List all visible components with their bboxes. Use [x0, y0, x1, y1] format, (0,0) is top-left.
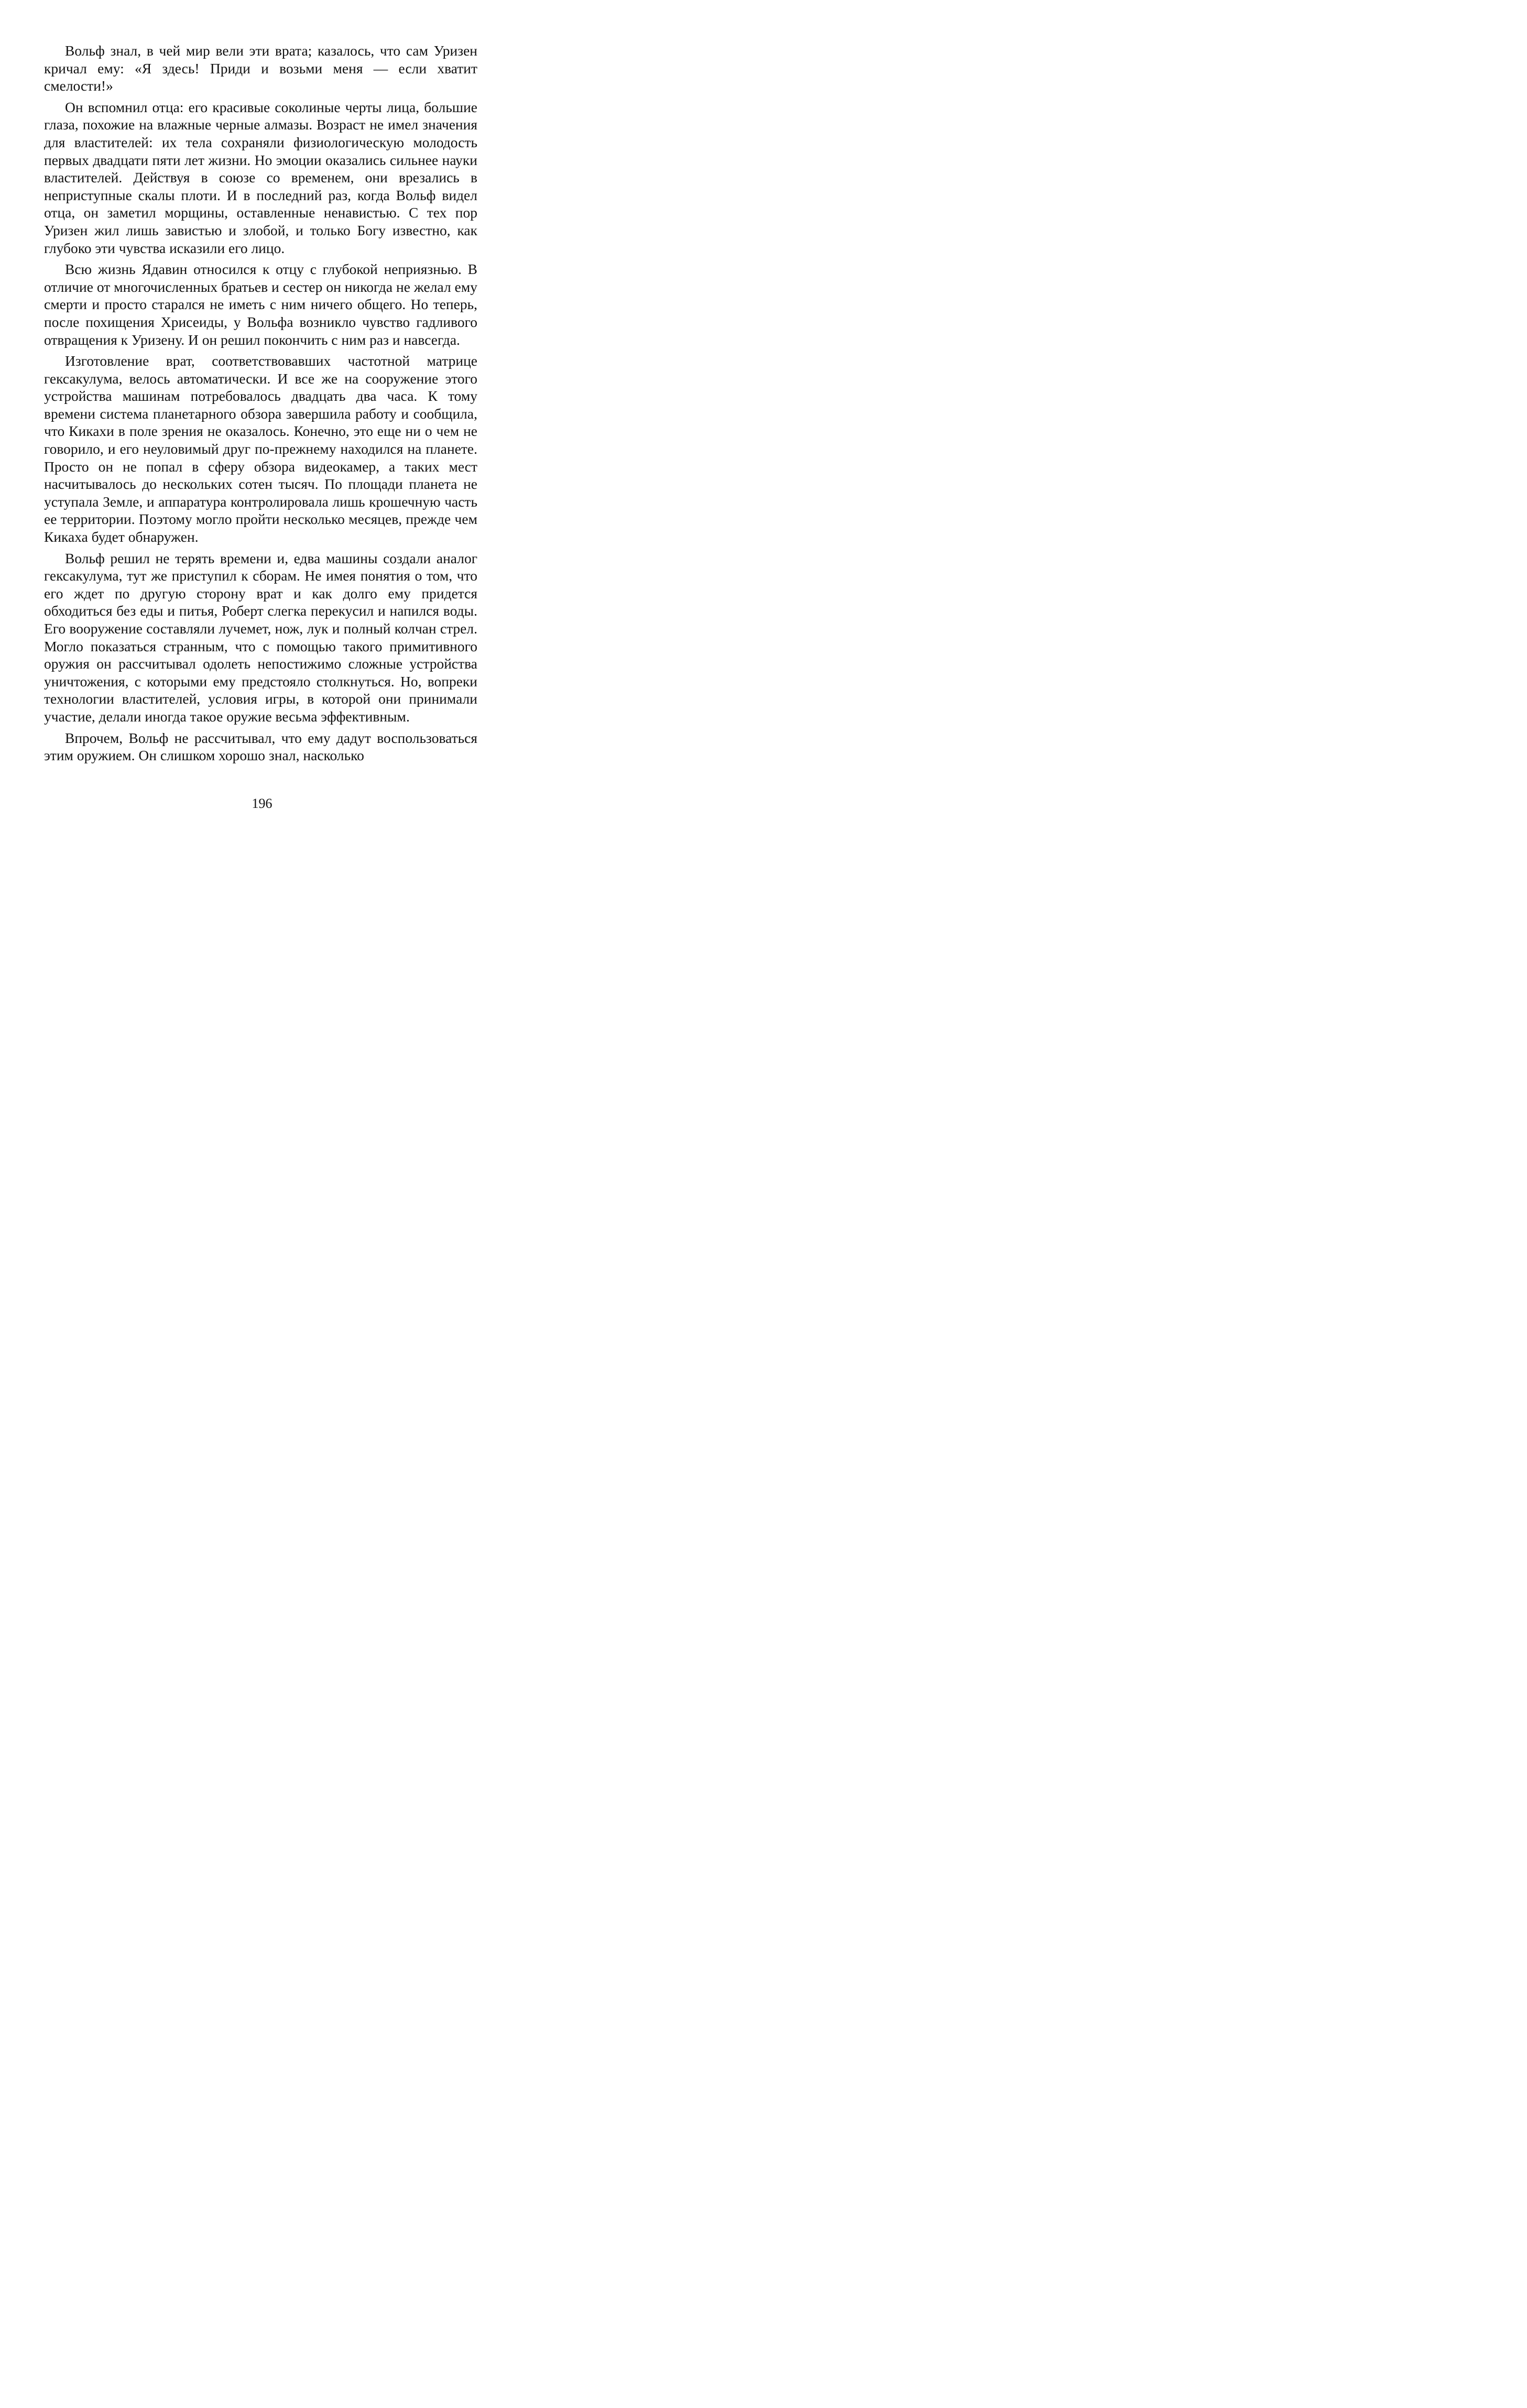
paragraph-6: Впрочем, Вольф не рассчитывал, что ему дадут воспользоваться этим оружием. Он слишком хорошо знал, насколько	[44, 729, 477, 764]
body-text	[44, 42, 477, 768]
page-number: 196	[252, 796, 272, 811]
book-page	[0, 0, 524, 826]
paragraph-5: Вольф решил не терять времени и, едва машины создали аналог гексакулума, тут же приступил к сборам. Не имея понятия о том, что его ждет по другую сторону врат и как долго ему придется обходиться без еды и питья, Роберт слегка перекусил и напился воды. Его вооружение составляли лучемет, нож, лук и полный колчан стрел. Могло показаться странным, что с помощью такого примитивного оружия он рассчитывал одолеть непостижимо сложные устройства уничтожения, с которыми ему предстояло столкнуться. Но, вопреки технологии властителей, условия игры, в которой они принимали участие, делали иногда такое оружие весьма эффективным.	[44, 550, 477, 725]
paragraph-1: Вольф знал, в чей мир вели эти врата; казалось, что сам Уризен кричал ему: «Я здесь! Приди и возьми меня — если хватит смелости!»	[44, 42, 477, 94]
paragraph-4: Изготовление врат, соответствовавших частотной матрице гексакулума, велось автоматически. И все же на сооружение этого устройства машинам потребовалось двадцать два часа. К тому времени система планетарного обзора завершила работу и сообщила, что Кикахи в поле зрения не оказалось. Конечно, это еще ни о чем не говорило, и его неуловимый друг по-прежнему находился на планете. Просто он не попал в сферу обзора видеокамер, а таких мест насчитывалось до нескольких сотен тысяч. По площади планета не уступала Земле, и аппаратура контролировала лишь крошечную часть ее территории. Поэтому могло пройти несколько месяцев, прежде чем Кикаха будет обнаружен.	[44, 353, 477, 545]
paragraph-3: Всю жизнь Ядавин относился к отцу с глубокой неприязнью. В отличие от многочисленных братьев и сестер он никогда не желал ему смерти и просто старался не иметь с ним ничего общего. Но теперь, после похищения Хрисеиды, у Вольфа возникло чувство гадливого отвращения к Уризену. И он решил покончить с ним раз и навсегда.	[44, 261, 477, 348]
paragraph-2: Он вспомнил отца: его красивые соколиные черты лица, большие глаза, похожие на влажные черные алмазы. Возраст не имел значения для властителей: их тела сохраняли физиологическую молодость первых двадцати пяти лет жизни. Но эмоции оказались сильнее науки властителей. Действуя в союзе со временем, они врезались в неприступные скалы плоти. И в последний раз, когда Вольф видел отца, он заметил морщины, оставленные ненавистью. С тех пор Уризен жил лишь завистью и злобой, и только Богу известно, как глубоко эти чувства исказили его лицо.	[44, 98, 477, 256]
